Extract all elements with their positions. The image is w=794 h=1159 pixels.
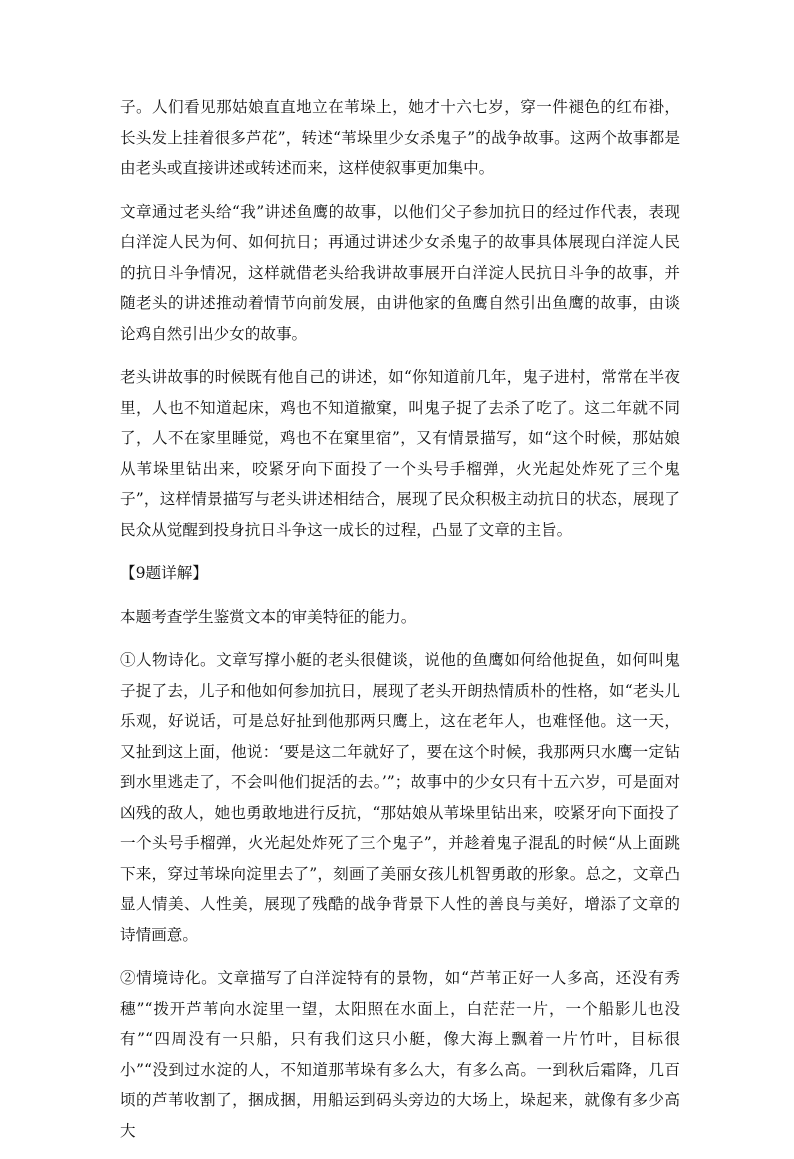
paragraph-narrative-analysis: 文章通过老头给“我”讲述鱼鹰的故事，以他们父子参加抗日的经过作代表，表现白洋淀人民为何、如何抗日；再通过讲述少女杀鬼子的故事具体展现白洋淀人民的抗日斗争情况，这样就借老头给我讲故事展开白洋淀人民抗日斗争的故事，并随老头的讲述推动着情节向前发展，由讲他家的鱼鹰自然引出鱼鹰的故事，由谈论鸡自然引出少女的故事。 bbox=[120, 202, 680, 343]
document-body bbox=[120, 92, 680, 1159]
paragraph-scene-poetic: ②情境诗化。文章描写了白洋淀特有的景物，如“芦苇正好一人多高，还没有秀穗”“拨开芦苇向水淀里一望，太阳照在水面上，白茫茫一片，一个船影儿也没有”“四周没有一只船，只有我们这只小艇，像大海上飘着一片竹叶，目标很小”“没到过水淀的人，不知道那苇垛有多么大，有多么高。一到秋后霜降，几百顷的芦苇收割了，捆成捆，用船运到码头旁边的大场上，垛起来，就像有多少高大 bbox=[120, 969, 680, 1140]
paragraph-character-poetic: ①人物诗化。文章写撑小艇的老头很健谈，说他的鱼鹰如何给他捉鱼，如何叫鬼子捉了去，儿子和他如何参加抗日，展现了老头开朗热情质朴的性格，如“老头儿乐观，好说话，可是总好扯到他那两只鹰上，这在老年人，也难怪他。这一天，又扯到这上面，他说：‘要是这二年就好了，要在这个时候，我那两只水鹰一定钻到水里逃走了，不会叫他们捉活的去。’”；故事中的少女只有十五六岁，可是面对凶残的敌人，她也勇敢地进行反抗，“那姑娘从苇垛里钻出来，咬紧牙向下面投了一个头号手榴弹，火光起处炸死了三个鬼子”，并趁着鬼子混乱的时候“从上面跳下来，穿过苇垛向淀里去了”，刻画了美丽女孩儿机智勇敢的形象。总之，文章凸显人情美、人性美，展现了残酷的战争背景下人性的善良与美好，增添了文章的诗情画意。 bbox=[120, 651, 680, 944]
paragraph-continuation: 子。人们看见那姑娘直直地立在苇垛上，她才十六七岁，穿一件褪色的红布褂，长头发上挂着很多芦花”，转述“苇垛里少女杀鬼子”的战争故事。这两个故事都是由老头或直接讲述或转述而来，这样使叙事更加集中。 bbox=[120, 98, 680, 177]
paragraph-question-intro: 本题考查学生鉴赏文本的审美特征的能力。 bbox=[120, 607, 417, 626]
paragraph-storytelling-analysis: 老头讲故事的时候既有他自己的讲述，如“你知道前几年，鬼子进村，常常在半夜里，人也不知道起床，鸡也不知道撤窠，叫鬼子捉了去杀了吃了。这二年就不同了，人不在家里睡觉，鸡也不在窠里宿”，又有情景描写，如“这个时候，那姑娘从苇垛里钻出来，咬紧牙向下面投了一个头号手榴弹，火光起处炸死了三个鬼子”，这样情景描写与老头讲述相结合，展现了民众积极主动抗日的状态，展现了民众从觉醒到投身抗日斗争这一成长的过程，凸显了文章的主旨。 bbox=[120, 368, 680, 539]
section-heading-q9: 【9题详解】 bbox=[120, 564, 208, 582]
